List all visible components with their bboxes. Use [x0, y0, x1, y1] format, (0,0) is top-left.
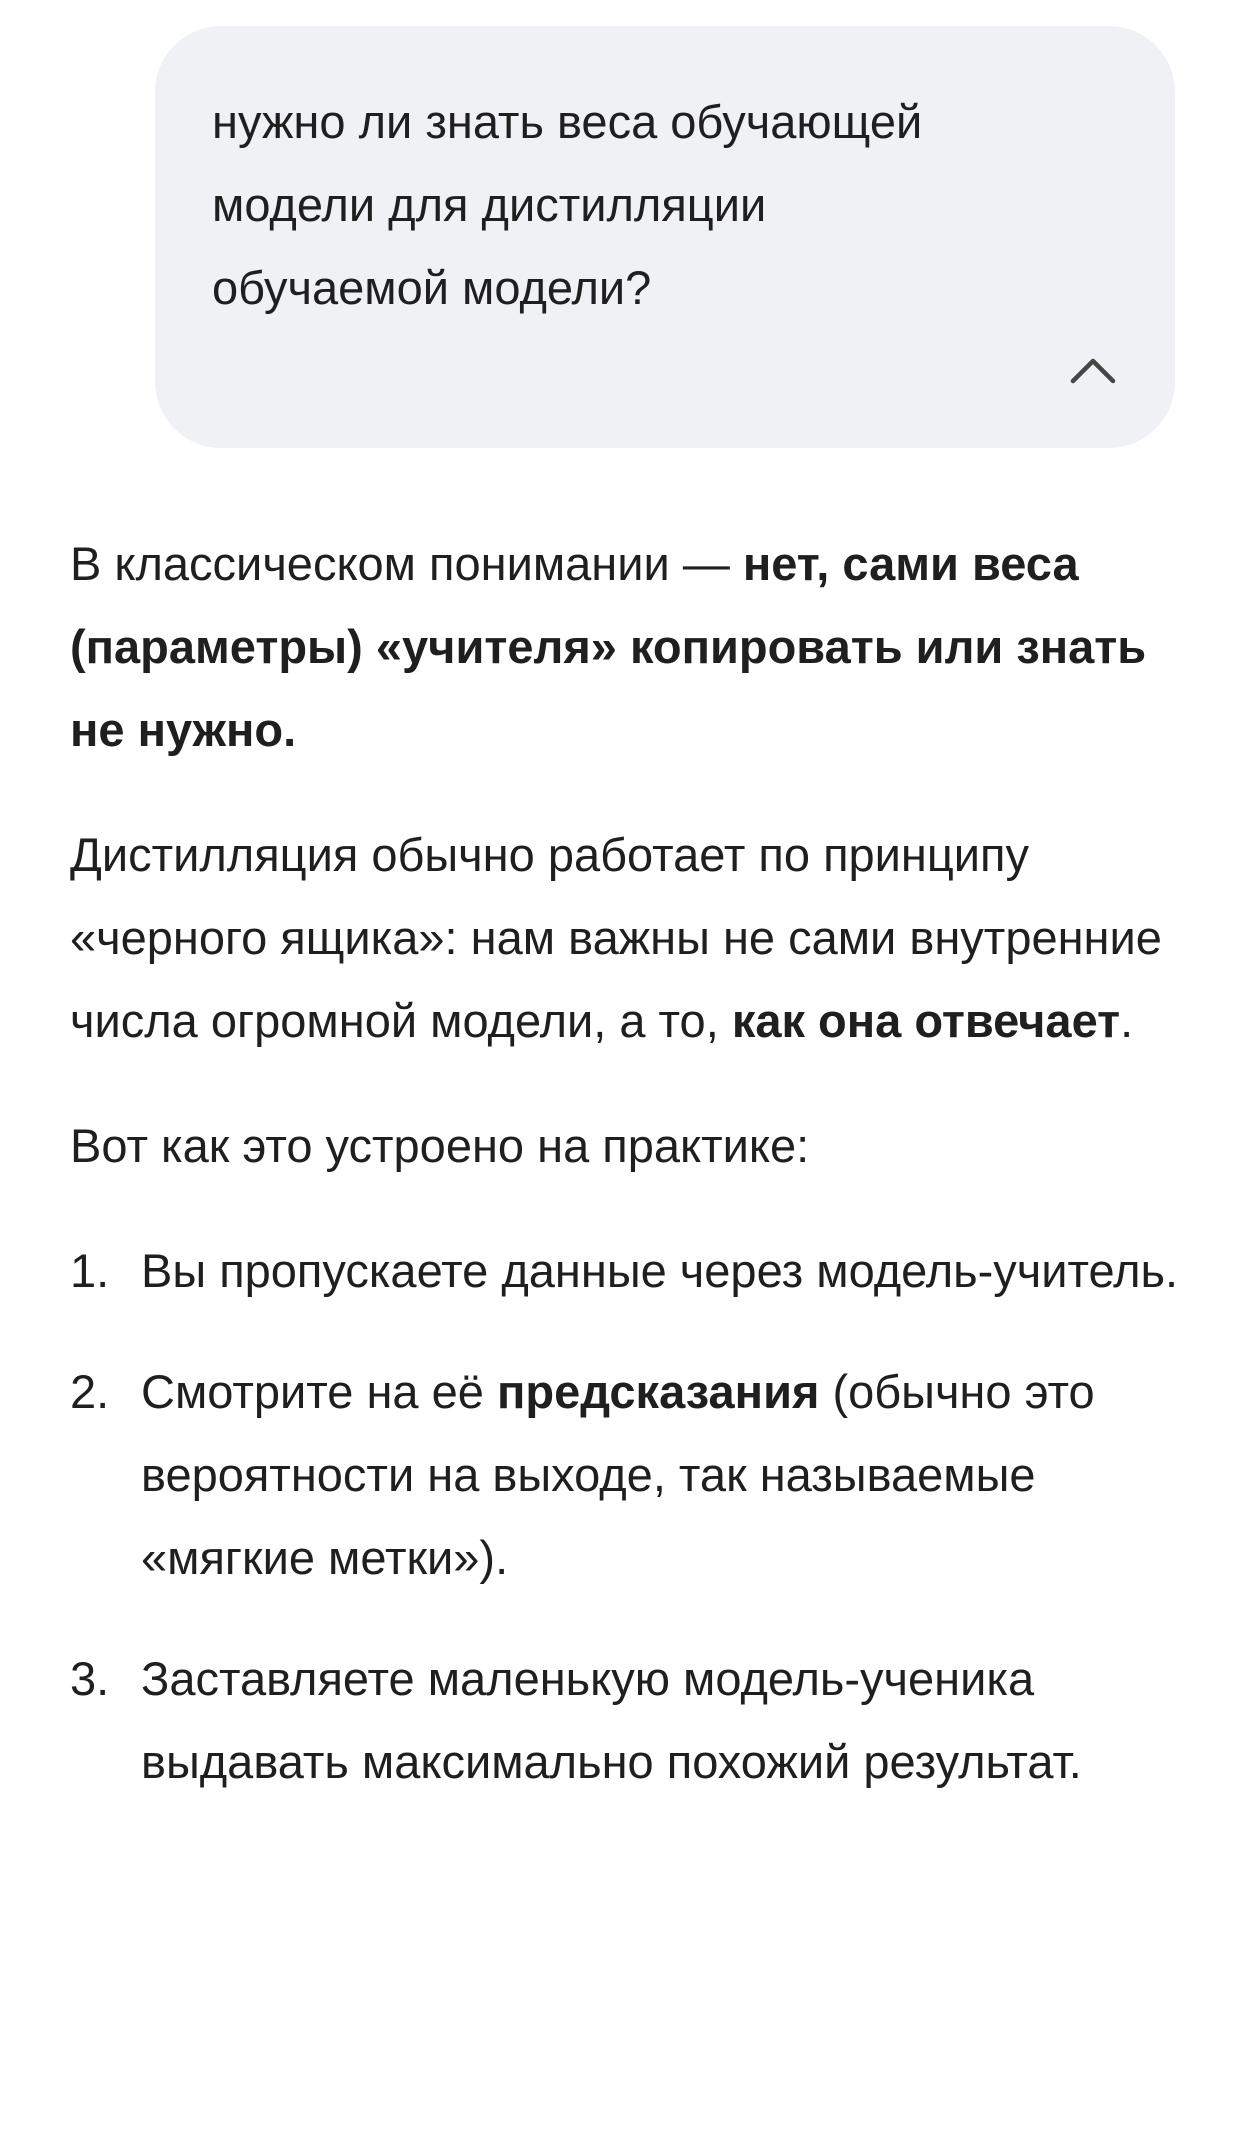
steps-list [70, 1229, 1180, 1803]
list-item-text: Вы пропускаете данные через модель-учитель. [141, 1244, 1179, 1297]
list-item-bold-text: предсказания [496, 1365, 820, 1418]
list-item-number: 2. [70, 1365, 110, 1418]
list-item-number: 3. [70, 1652, 110, 1705]
list-item-lead-text: Смотрите на её [141, 1365, 497, 1418]
assistant-response [70, 522, 1180, 1841]
user-message-text: нужно ли знать веса обучающей модели для дистилляции обучаемой модели? [212, 95, 923, 314]
explanation-tail-text: . [1120, 994, 1134, 1047]
list-item [70, 1637, 1180, 1803]
explanation-bold-text: как она отвечает [731, 994, 1121, 1047]
response-explanation-paragraph [70, 813, 1180, 1062]
response-practice-heading: Вот как это устроено на практике: [70, 1119, 810, 1172]
intro-lead-text: В классическом понимании — [70, 537, 743, 590]
intro-bold-text: нет, сами веса (параметры) «учителя» копировать или знать не нужно. [70, 537, 1147, 756]
user-message-bubble [155, 26, 1175, 448]
chevron-up-icon [1067, 345, 1119, 397]
list-item-number: 1. [70, 1244, 110, 1297]
explanation-lead-text: Дистилляция обычно работает по принципу «черного ящика»: нам важны не сами внутренние числа огромной модели, а то, [70, 828, 1162, 1047]
collapse-message-button[interactable] [1060, 338, 1126, 404]
list-item-tail-text: (обычно это вероятности на выходе, так называемые «мягкие метки»). [141, 1365, 1095, 1584]
list-item-text: Заставляете маленькую модель-ученика выдавать максимально похожий результат. [141, 1652, 1082, 1788]
list-item [70, 1350, 1180, 1599]
response-intro-paragraph [70, 522, 1180, 771]
list-item [70, 1229, 1180, 1312]
